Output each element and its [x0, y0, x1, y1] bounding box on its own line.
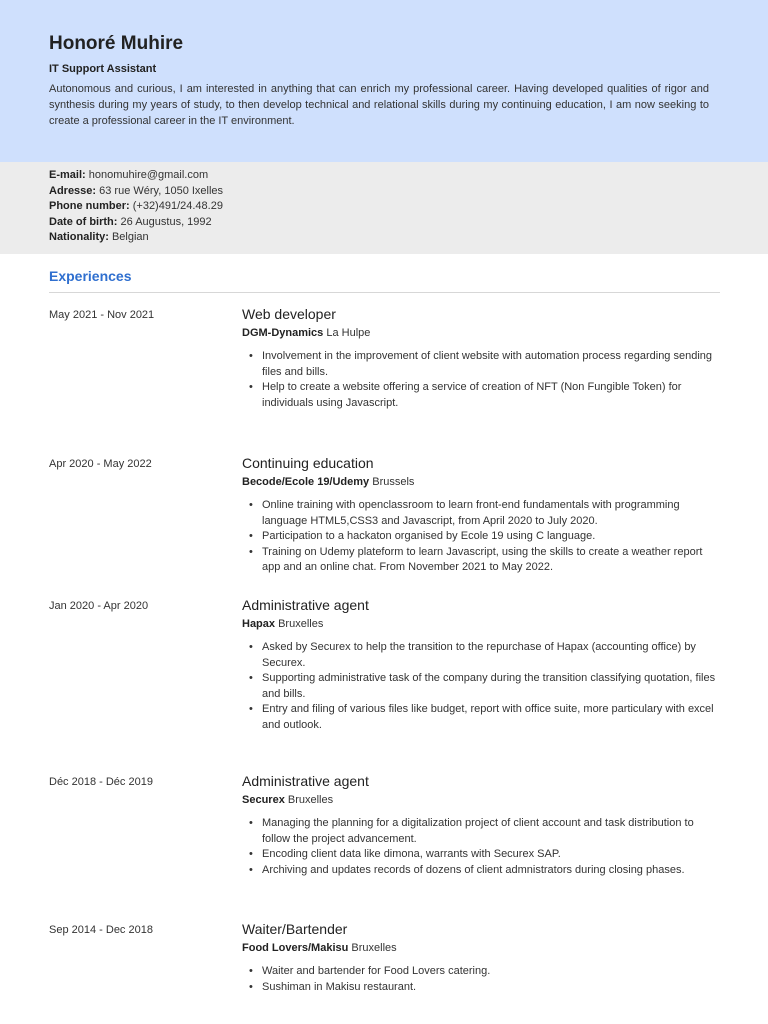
experience-title: Waiter/Bartender	[242, 921, 348, 937]
bullet-icon: •	[249, 545, 253, 558]
experience-date: May 2021 - Nov 2021	[49, 309, 155, 321]
experience-body	[242, 306, 720, 411]
list-item: • Supporting administrative task of the company during the transition classifying quotation, files and bills.	[249, 672, 716, 700]
experience-date: Sep 2014 - Dec 2018	[49, 924, 153, 936]
bullet-icon: •	[249, 863, 253, 876]
experience-bullets	[242, 964, 720, 995]
list-item: • Encoding client data like dimona, warrants with Securex SAP.	[242, 847, 720, 863]
list-item: • Archiving and updates records of dozens of client admnistrators during closing phases.	[242, 863, 720, 879]
experience-location: Brussels	[372, 476, 415, 488]
bullet-icon: •	[249, 499, 253, 511]
bullet-icon: •	[249, 672, 253, 685]
contact-phone: Phone number: (+32)491/24.48.29	[49, 200, 223, 213]
experience-date: Apr 2020 - May 2022	[49, 458, 152, 470]
bullet-icon: •	[249, 530, 253, 543]
bullet-icon: •	[249, 980, 253, 993]
experience-company: Hapax	[242, 618, 276, 630]
experience-org	[242, 326, 720, 340]
list-item: • Sushiman in Makisu restaurant.	[242, 980, 720, 996]
experience-date: Déc 2018 - Déc 2019	[49, 776, 153, 788]
section-divider	[49, 292, 720, 293]
list-item: • Managing the planning for a digitalization project of client account and task distribution to follow the project advancement.	[249, 817, 694, 845]
experience-location: Bruxelles	[287, 794, 334, 806]
experience-company: Securex	[242, 794, 285, 806]
experience-location: Bruxelles	[351, 942, 397, 954]
bullet-icon: •	[249, 381, 253, 394]
resume-header	[0, 0, 768, 162]
experience-location: Bruxelles	[278, 618, 324, 630]
experience-location: La Hulpe	[326, 327, 371, 339]
experience-body	[242, 597, 720, 734]
contact-nationality: Nationality: Belgian	[49, 231, 149, 244]
experience-bullets	[242, 640, 720, 734]
experience-org	[242, 941, 720, 955]
contact-info	[0, 162, 768, 254]
list-item: • Training on Udemy plateform to learn Javascript, using the skills to create a weather report app and an online chat. From November 2021 to May 2022.	[249, 545, 703, 574]
contact-birthdate: Date of birth: 26 Augustus, 1992	[49, 215, 212, 228]
experience-body	[242, 773, 720, 878]
profile-summary: Autonomous and curious, I am interested in anything that can enrich my professional career. Having developed qualities of rigor and synthesis during my years of study, to then develop technical and relational skills during my continuing education, I am now seeking to create a professional career in the IT environment.	[49, 83, 709, 127]
experience-title: Administrative agent	[242, 773, 369, 789]
contact-address: Adresse: 63 rue Wéry, 1050 Ixelles	[49, 184, 224, 197]
job-role: IT Support Assistant	[49, 63, 157, 75]
experience-title: Continuing education	[242, 455, 374, 471]
experience-org	[242, 793, 720, 807]
section-title-experiences: Experiences	[49, 268, 132, 284]
experience-company: Food Lovers/Makisu	[242, 942, 349, 954]
list-item: • Involvement in the improvement of client website with automation process regarding sending files and bills.	[249, 350, 713, 378]
list-item: • Help to create a website offering a service of creation of NFT (Non Fungible Token) for individuals using Javascript.	[249, 381, 682, 409]
experience-date: Jan 2020 - Apr 2020	[49, 600, 149, 612]
list-item: • Entry and filing of various files like budget, report with office suite, more particulary with excel and outlook.	[249, 703, 714, 731]
list-item: • Online training with openclassroom to learn front-end fundamentals with programming language HTML5,CSS3 and Javascript, from April 2020 to July 2020.	[249, 499, 680, 527]
experience-org	[242, 617, 720, 631]
experience-bullets	[242, 349, 720, 411]
candidate-name: Honoré Muhire	[49, 33, 184, 54]
bullet-icon: •	[249, 641, 253, 653]
experience-company: Becode/Ecole 19/Udemy	[242, 476, 370, 488]
contact-email: E-mail: honomuhire@gmail.com	[49, 169, 209, 181]
experience-body	[242, 921, 720, 995]
bullet-icon: •	[249, 817, 253, 829]
experience-title: Administrative agent	[242, 597, 369, 613]
list-item: • Participation to a hackaton organised by Ecole 19 using C language.	[242, 529, 720, 545]
experience-bullets	[242, 498, 720, 576]
list-item: • Waiter and bartender for Food Lovers catering.	[242, 964, 720, 980]
bullet-icon: •	[249, 350, 253, 362]
bullet-icon: •	[249, 965, 253, 977]
bullet-icon: •	[249, 848, 253, 861]
experience-body	[242, 455, 720, 576]
experience-company: DGM-Dynamics	[242, 327, 324, 339]
list-item: • Asked by Securex to help the transition to the repurchase of Hapax (accounting office) by Securex.	[249, 641, 696, 669]
experience-bullets	[242, 816, 720, 878]
bullet-icon: •	[249, 703, 253, 716]
experience-title: Web developer	[242, 306, 336, 322]
experience-org	[242, 475, 720, 489]
